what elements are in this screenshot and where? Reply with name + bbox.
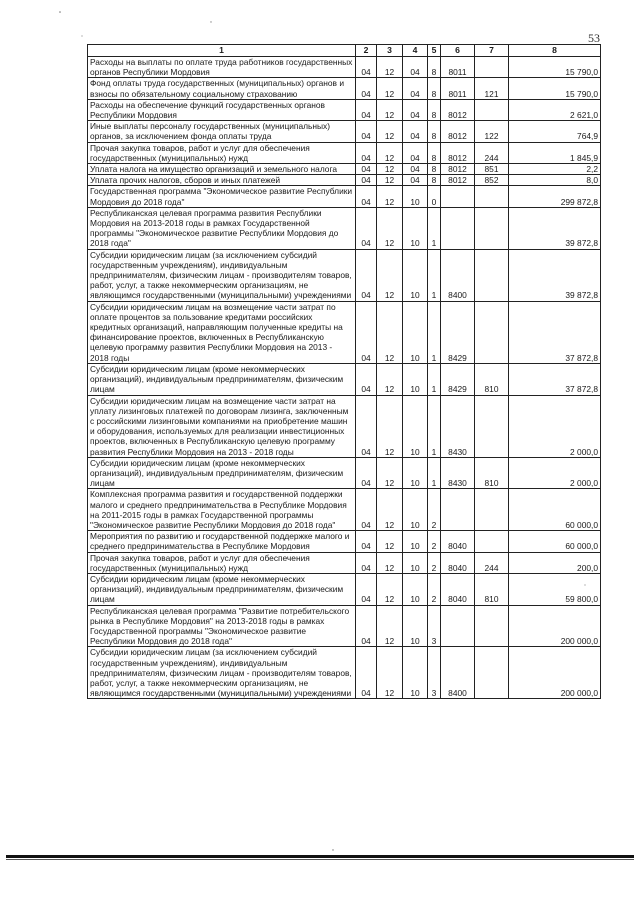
bottom-rule bbox=[6, 855, 634, 858]
row-code-6: 8011 bbox=[441, 78, 475, 99]
row-code-5: 1 bbox=[428, 457, 441, 489]
row-code-3: 12 bbox=[377, 121, 403, 142]
table-row bbox=[88, 121, 601, 142]
header-col-4: 4 bbox=[403, 45, 428, 57]
row-code-4: 10 bbox=[403, 186, 428, 207]
row-amount: 39 872,8 bbox=[509, 207, 601, 249]
row-code-6: 8400 bbox=[441, 647, 475, 699]
row-code-7 bbox=[475, 531, 509, 552]
row-code-2: 04 bbox=[356, 78, 377, 99]
row-code-7 bbox=[475, 489, 509, 531]
row-code-6: 8012 bbox=[441, 164, 475, 175]
row-code-3: 12 bbox=[377, 531, 403, 552]
row-name-cell: Мероприятия по развитию и государственной поддержке малого и среднего предпринимательства в Республике Мордовия bbox=[88, 531, 356, 552]
row-code-6: 8430 bbox=[441, 457, 475, 489]
row-code-7: 851 bbox=[475, 164, 509, 175]
row-code-6 bbox=[441, 489, 475, 531]
table-row bbox=[88, 395, 601, 457]
row-code-4: 10 bbox=[403, 363, 428, 395]
row-code-6: 8040 bbox=[441, 573, 475, 605]
row-code-5: 8 bbox=[428, 78, 441, 99]
table-row bbox=[88, 99, 601, 120]
row-code-5: 2 bbox=[428, 531, 441, 552]
row-code-5: 1 bbox=[428, 207, 441, 249]
page-number: 53 bbox=[588, 31, 600, 45]
table-row bbox=[88, 605, 601, 647]
row-code-3: 12 bbox=[377, 395, 403, 457]
row-code-6: 8040 bbox=[441, 552, 475, 573]
row-code-5: 8 bbox=[428, 175, 441, 186]
row-amount: 59 800,0 bbox=[509, 573, 601, 605]
row-name-cell: Прочая закупка товаров, работ и услуг для обеспечения государственных (муниципальных) нужд bbox=[88, 552, 356, 573]
row-code-2: 04 bbox=[356, 142, 377, 163]
row-code-2: 04 bbox=[356, 363, 377, 395]
row-code-5: 2 bbox=[428, 552, 441, 573]
row-amount: 15 790,0 bbox=[509, 78, 601, 99]
table-row bbox=[88, 531, 601, 552]
row-code-3: 12 bbox=[377, 647, 403, 699]
row-code-6 bbox=[441, 207, 475, 249]
bottom-rule-thin bbox=[6, 859, 634, 860]
row-name-cell: Субсидии юридическим лицам (кроме некоммерческих организаций), индивидуальным предпринимателям, физическим лицам bbox=[88, 457, 356, 489]
row-code-6: 8429 bbox=[441, 363, 475, 395]
row-code-2: 04 bbox=[356, 301, 377, 363]
row-code-3: 12 bbox=[377, 207, 403, 249]
row-code-2: 04 bbox=[356, 605, 377, 647]
header-col-3: 3 bbox=[377, 45, 403, 57]
row-code-7 bbox=[475, 99, 509, 120]
table-row bbox=[88, 164, 601, 175]
row-code-2: 04 bbox=[356, 249, 377, 301]
row-code-6: 8429 bbox=[441, 301, 475, 363]
header-col-1: 1 bbox=[88, 45, 356, 57]
table-row bbox=[88, 573, 601, 605]
row-code-4: 04 bbox=[403, 99, 428, 120]
row-code-2: 04 bbox=[356, 531, 377, 552]
row-code-3: 12 bbox=[377, 142, 403, 163]
row-code-4: 10 bbox=[403, 489, 428, 531]
row-name-cell: Расходы на обеспечение функций государственных органов Республики Мордовия bbox=[88, 99, 356, 120]
row-amount: 200 000,0 bbox=[509, 605, 601, 647]
row-code-7: 810 bbox=[475, 457, 509, 489]
row-amount: 37 872,8 bbox=[509, 301, 601, 363]
row-code-3: 12 bbox=[377, 457, 403, 489]
row-code-6: 8012 bbox=[441, 142, 475, 163]
row-code-7: 244 bbox=[475, 552, 509, 573]
header-col-6: 6 bbox=[441, 45, 475, 57]
row-code-2: 04 bbox=[356, 489, 377, 531]
table-row bbox=[88, 363, 601, 395]
row-name-cell: Комплексная программа развития и государственной поддержки малого и среднего предпринимательства в Республике Мордовия на 2011-2015 годы в рамках Государственной программы "Экономическое развитие Республики Мордовия до 2018 года" bbox=[88, 489, 356, 531]
row-code-4: 10 bbox=[403, 457, 428, 489]
row-code-2: 04 bbox=[356, 395, 377, 457]
row-amount: 60 000,0 bbox=[509, 489, 601, 531]
row-code-3: 12 bbox=[377, 175, 403, 186]
table-row bbox=[88, 207, 601, 249]
row-amount: 39 872,8 bbox=[509, 249, 601, 301]
row-code-3: 12 bbox=[377, 186, 403, 207]
row-name-cell: Прочая закупка товаров, работ и услуг для обеспечения государственных (муниципальных) нужд bbox=[88, 142, 356, 163]
row-code-7: 244 bbox=[475, 142, 509, 163]
row-code-4: 10 bbox=[403, 552, 428, 573]
row-name-cell: Государственная программа "Экономическое развитие Республики Мордовия до 2018 года" bbox=[88, 186, 356, 207]
row-code-5: 0 bbox=[428, 186, 441, 207]
row-code-4: 04 bbox=[403, 57, 428, 78]
row-amount: 1 845,9 bbox=[509, 142, 601, 163]
row-code-2: 04 bbox=[356, 552, 377, 573]
table-row bbox=[88, 142, 601, 163]
row-name-cell: Уплата прочих налогов, сборов и иных платежей bbox=[88, 175, 356, 186]
budget-table bbox=[87, 44, 601, 699]
row-code-3: 12 bbox=[377, 99, 403, 120]
table-row bbox=[88, 301, 601, 363]
row-code-4: 10 bbox=[403, 605, 428, 647]
row-code-4: 10 bbox=[403, 207, 428, 249]
table-row bbox=[88, 175, 601, 186]
row-code-4: 04 bbox=[403, 121, 428, 142]
row-name-cell: Субсидии юридическим лицам (за исключением субсидий государственным учреждениям), индивидуальным предпринимателям, физическим лицам - производителям товаров, работ, услуг, а также некоммерческим организациям, не являющимся государственными (муниципальными) учреждениями bbox=[88, 249, 356, 301]
row-amount: 2 000,0 bbox=[509, 457, 601, 489]
table-header-row bbox=[88, 45, 601, 57]
row-amount: 37 872,8 bbox=[509, 363, 601, 395]
row-code-5: 8 bbox=[428, 99, 441, 120]
row-code-2: 04 bbox=[356, 121, 377, 142]
row-amount: 8,0 bbox=[509, 175, 601, 186]
row-code-2: 04 bbox=[356, 57, 377, 78]
row-code-5: 1 bbox=[428, 301, 441, 363]
row-code-3: 12 bbox=[377, 489, 403, 531]
row-code-4: 10 bbox=[403, 647, 428, 699]
row-code-2: 04 bbox=[356, 175, 377, 186]
row-code-6: 8011 bbox=[441, 57, 475, 78]
row-code-4: 10 bbox=[403, 249, 428, 301]
row-amount: 15 790,0 bbox=[509, 57, 601, 78]
row-code-3: 12 bbox=[377, 363, 403, 395]
row-code-2: 04 bbox=[356, 573, 377, 605]
row-code-5: 8 bbox=[428, 121, 441, 142]
row-code-6: 8012 bbox=[441, 175, 475, 186]
row-name-cell: Субсидии юридическим лицам (за исключением субсидий государственным учреждениям), индивидуальным предпринимателям, физическим лицам - производителям товаров, работ, услуг, а также некоммерческим организациям, не являющимся государственными (муниципальными) учреждениями bbox=[88, 647, 356, 699]
row-code-4: 10 bbox=[403, 301, 428, 363]
row-code-5: 8 bbox=[428, 164, 441, 175]
row-code-2: 04 bbox=[356, 457, 377, 489]
row-code-4: 10 bbox=[403, 531, 428, 552]
row-amount: 764,9 bbox=[509, 121, 601, 142]
row-code-4: 04 bbox=[403, 164, 428, 175]
row-amount: 2,2 bbox=[509, 164, 601, 175]
row-code-2: 04 bbox=[356, 186, 377, 207]
row-code-7 bbox=[475, 301, 509, 363]
row-code-5: 3 bbox=[428, 605, 441, 647]
row-code-6: 8430 bbox=[441, 395, 475, 457]
row-code-2: 04 bbox=[356, 647, 377, 699]
row-code-5: 3 bbox=[428, 647, 441, 699]
row-code-6 bbox=[441, 186, 475, 207]
row-code-5: 1 bbox=[428, 395, 441, 457]
row-code-7 bbox=[475, 207, 509, 249]
row-code-2: 04 bbox=[356, 207, 377, 249]
table-row bbox=[88, 552, 601, 573]
row-amount: 2 621,0 bbox=[509, 99, 601, 120]
row-amount: 200 000,0 bbox=[509, 647, 601, 699]
row-code-3: 12 bbox=[377, 552, 403, 573]
row-code-2: 04 bbox=[356, 164, 377, 175]
row-code-6: 8012 bbox=[441, 121, 475, 142]
row-code-5: 2 bbox=[428, 489, 441, 531]
header-col-2: 2 bbox=[356, 45, 377, 57]
table-row bbox=[88, 249, 601, 301]
table-row bbox=[88, 186, 601, 207]
row-code-5: 2 bbox=[428, 573, 441, 605]
row-amount: 2 000,0 bbox=[509, 395, 601, 457]
row-code-4: 04 bbox=[403, 78, 428, 99]
row-code-5: 8 bbox=[428, 142, 441, 163]
row-code-7 bbox=[475, 647, 509, 699]
table-row bbox=[88, 489, 601, 531]
row-amount: 299 872,8 bbox=[509, 186, 601, 207]
table-row bbox=[88, 78, 601, 99]
row-code-4: 04 bbox=[403, 175, 428, 186]
table-row bbox=[88, 457, 601, 489]
row-name-cell: Республиканская целевая программа "Развитие потребительского рынка в Республике Мордовия" на 2013-2018 годы в рамках Государственной программы "Экономическое развитие Республики Мордовия до 2018 года" bbox=[88, 605, 356, 647]
row-code-7: 810 bbox=[475, 573, 509, 605]
row-code-3: 12 bbox=[377, 57, 403, 78]
row-name-cell: Республиканская целевая программа развития Республики Мордовия на 2013-2018 годы в рамках Государственной программы "Экономическое развитие Республики Мордовия до 2018 года" bbox=[88, 207, 356, 249]
row-code-6: 8040 bbox=[441, 531, 475, 552]
row-code-5: 1 bbox=[428, 249, 441, 301]
row-code-3: 12 bbox=[377, 249, 403, 301]
row-name-cell: Субсидии юридическим лицам на возмещение части затрат на уплату лизинговых платежей по договорам лизинга, заключенным с российскими лизинговыми компаниями на приобретение машин и оборудования, используемых для реализации инвестиционных проектов, включенных в Республиканскую целевую программу развития Республики Мордовия на 2013 - 2018 годы bbox=[88, 395, 356, 457]
row-code-4: 04 bbox=[403, 142, 428, 163]
row-code-3: 12 bbox=[377, 605, 403, 647]
row-code-7 bbox=[475, 395, 509, 457]
row-amount: 200,0 bbox=[509, 552, 601, 573]
row-code-6 bbox=[441, 605, 475, 647]
row-code-7: 121 bbox=[475, 78, 509, 99]
row-code-6: 8400 bbox=[441, 249, 475, 301]
row-code-7: 122 bbox=[475, 121, 509, 142]
row-amount: 60 000,0 bbox=[509, 531, 601, 552]
row-name-cell: Иные выплаты персоналу государственных (муниципальных) органов, за исключением фонда оплаты труда bbox=[88, 121, 356, 142]
row-code-3: 12 bbox=[377, 164, 403, 175]
table-row bbox=[88, 57, 601, 78]
header-col-7: 7 bbox=[475, 45, 509, 57]
row-name-cell: Субсидии юридическим лицам (кроме некоммерческих организаций), индивидуальным предпринимателям, физическим лицам bbox=[88, 363, 356, 395]
row-name-cell: Фонд оплаты труда государственных (муниципальных) органов и взносы по обязательному социальному страхованию bbox=[88, 78, 356, 99]
row-code-5: 1 bbox=[428, 363, 441, 395]
row-code-3: 12 bbox=[377, 301, 403, 363]
row-name-cell: Субсидии юридическим лицам на возмещение части затрат по оплате процентов за пользование кредитами российских кредитных организаций, направляющим полученные кредиты на финансирование проектов, включенных в Республиканскую целевую программу развития Республики Мордовия на 2013 - 2018 годы bbox=[88, 301, 356, 363]
header-col-5: 5 bbox=[428, 45, 441, 57]
row-code-7 bbox=[475, 249, 509, 301]
row-code-7 bbox=[475, 57, 509, 78]
header-col-8: 8 bbox=[509, 45, 601, 57]
row-code-4: 10 bbox=[403, 395, 428, 457]
table-row bbox=[88, 647, 601, 699]
row-code-7: 810 bbox=[475, 363, 509, 395]
row-code-2: 04 bbox=[356, 99, 377, 120]
row-code-4: 10 bbox=[403, 573, 428, 605]
row-code-5: 8 bbox=[428, 57, 441, 78]
row-code-3: 12 bbox=[377, 573, 403, 605]
row-code-3: 12 bbox=[377, 78, 403, 99]
row-code-7 bbox=[475, 605, 509, 647]
row-code-6: 8012 bbox=[441, 99, 475, 120]
row-code-7 bbox=[475, 186, 509, 207]
row-name-cell: Субсидии юридическим лицам (кроме некоммерческих организаций), индивидуальным предпринимателям, физическим лицам bbox=[88, 573, 356, 605]
row-name-cell: Уплата налога на имущество организаций и земельного налога bbox=[88, 164, 356, 175]
row-code-7: 852 bbox=[475, 175, 509, 186]
row-name-cell: Расходы на выплаты по оплате труда работников государственных органов Республики Мордовия bbox=[88, 57, 356, 78]
